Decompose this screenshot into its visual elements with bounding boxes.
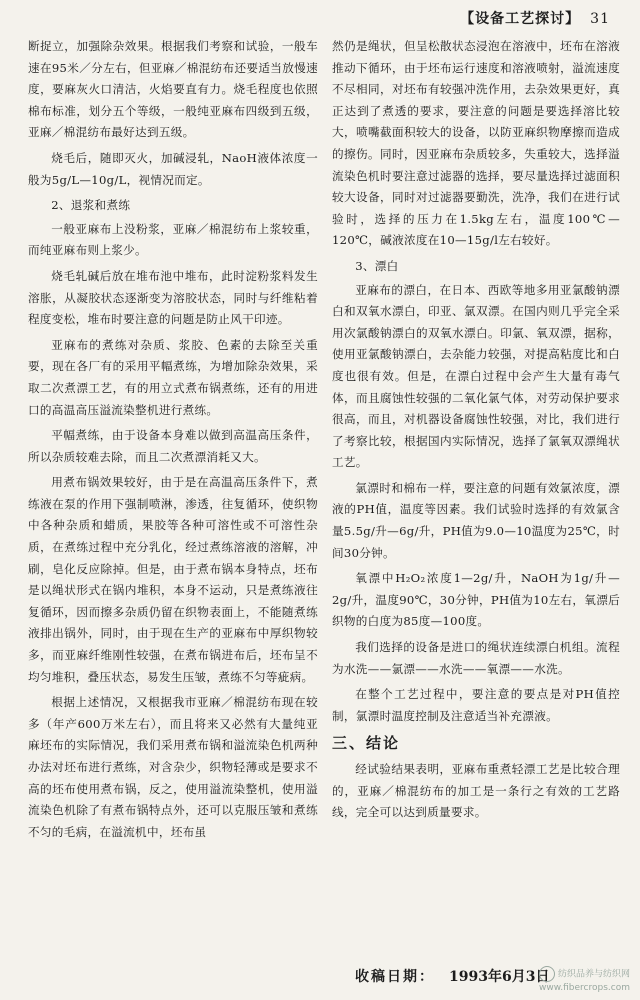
received-date-label: 收稿日期： xyxy=(355,969,435,985)
paragraph: 用煮布锅效果较好，由于是在高温高压条件下，煮练液在泵的作用下强制喷淋，渗透，往复循环，使织物中各种杂质和蜡质，果胶等各种可溶性或不可溶性杂质，在煮练过程中充分乳化，经过煮练溶液的溶解，冲刷，皂化反应除掉。但是，由于煮布锅本身特点，坯布是以绳状形式在锅内堆积，本身不运动，只是煮练液往复循环，因而擦多杂质仍留在织物表面上，不能随煮练液排出锅外，同时，由于现在生产的亚麻布中厚织物较多，而亚麻纤维刚性较强，在煮布锅进布后，坯布呈不均匀堆积，叠压状态，易发生压皱，煮练不匀等疵病。 xyxy=(28,475,318,684)
paragraph: 烧毛后，随即灭火，加碱浸轧，NaoH液体浓度一般为5g/L—10g/L，视情况而定。 xyxy=(28,150,318,187)
paragraph: 在整个工艺过程中，要注意的要点是对PH值控制，氯漂时温度控制及注意适当补充漂液。 xyxy=(332,687,620,723)
paragraph: 氯漂时和棉布一样，要注意的问题有效氯浓度，漂液的PH值，温度等因素。我们试验时选择的有效氯含量5.5g/升—6g/升，PH值为9.0—10温度为25℃，时间30分钟。 xyxy=(332,480,620,560)
paragraph: 经试验结果表明，亚麻布重煮轻漂工艺是比较合理的，亚麻／棉混纺布的加工是一条行之有效的工艺路线，完全可以达到质量要求。 xyxy=(332,762,620,820)
section-heading: 2、退浆和煮练 xyxy=(51,198,131,213)
journal-section-title: 【设备工艺探讨】 xyxy=(460,11,581,27)
paragraph: 亚麻布的漂白，在日本、西欧等地多用亚氯酸钠漂白和双氧水漂白，印亚、氯双漂。在国内则几乎完全采用次氯酸钠漂白的双氧水漂白。印氯、氧双漂，据称，使用亚氯酸钠漂白，去杂能力较强，对提高粘度比和白度也很有效。但是，在漂白过程中会产生大量有毒气体，而且腐蚀性较强的二氧化氯气体，对劳动保护要求很高，而且，对机器设备腐蚀性较强，对比，我们进行了考察比较，根据国内实际情况，选择了氯氧双漂绳状工艺。 xyxy=(332,282,620,470)
paragraph: 氧漂中H₂O₂浓度1—2g/升，NaOH为1g/升—2g/升，温度90℃，30分钟，PH值为10左右，氧漂后织物的白度为85度—100度。 xyxy=(332,571,620,629)
paragraph: 一般亚麻布上没粉浆，亚麻／棉混纺布上浆较重，而纯亚麻布则上浆少。 xyxy=(28,221,318,258)
right-column xyxy=(332,36,620,824)
watermark-line1: 纺织品养与纺织网 xyxy=(557,969,630,980)
watermark-line2: www.fibercrops.com xyxy=(539,983,630,993)
paragraph: 平幅煮练，由于设备本身难以做到高温高压条件，所以杂质较难去除，而且二次煮漂消耗又大。 xyxy=(28,428,318,464)
paragraph: 断捉立，加强除杂效果。根据我们考察和试验，一般车速在95米／分左右，但亚麻／棉混纺布还要适当放慢速度，要麻灰火口清洁，火焰要直有力。烧毛程度也依照棉布标准，划分五个等级，一般纯亚麻布四级到五级，亚麻／棉混纺布最好达到五级。 xyxy=(28,39,318,140)
conclusion-heading: 三、结论 xyxy=(332,734,401,753)
paragraph: 烧毛轧碱后放在堆布池中堆布，此时淀粉浆料发生溶胀，从凝胶状态逐渐变为溶胶状态，同时与纤维粘着程度变松，堆布时要注意的问题是防止风干印迹。 xyxy=(28,268,318,327)
paragraph: 然仍是绳状，但呈松散状态浸泡在溶液中，坯布在溶液推动下循环，由于坯布运行速度和溶液喷射，溢流速度不尽相同，对坯布有较强冲洗作用，去杂效果更好，真正达到了煮透的要求，要注意的问题是要选择溶比较大，喷嘴截面积较大的设备，以防亚麻织物摩擦而造成的擦伤。同时，因亚麻布杂质较多，失重较大，选择溢流染色机时要注意过滤器的选择，要尽量选择过滤面积较大设备，同时对过滤器要勤洗，洗净，我们在进行试验时，选择的压力在1.5kg左右，温度100℃—120℃，碱液浓度在10—15g/l左右较好。 xyxy=(332,39,620,248)
received-date-value: 1993年6月3日 xyxy=(449,969,550,985)
page-number: 31 xyxy=(590,11,610,27)
watermark-logo-icon xyxy=(539,966,555,982)
paragraph: 亚麻布的煮练对杂质、浆胶、色素的去除至关重要，现在各厂有的采用平幅煮练，为增加除杂效果，采取二次煮漂工艺，有的用立式煮布锅煮练，还有的用进口的高温高压溢流染整机进行煮练。 xyxy=(28,337,318,417)
left-column xyxy=(28,36,318,843)
paragraph: 根据上述情况，又根据我市亚麻／棉混纺布现在较多（年产600万米左右），而且将来又必然有大量纯亚麻坯布的实际情况，我们采用煮布锅和溢流染色机两种办法对坯布进行煮练，对含杂少，织物轻薄或是要求不高的坯布使用煮布锅，反之，使用溢流染整机，使用溢流染色机除了有煮布锅特点外，还可以克服压皱和煮练不匀的毛病，在溢流机中，坯布虽 xyxy=(28,695,318,839)
paragraph: 我们选择的设备是进口的绳状连续漂白机组。流程为水洗——氯漂——水洗——氧漂——水洗。 xyxy=(332,640,620,676)
running-header xyxy=(460,8,610,28)
site-watermark xyxy=(500,966,630,994)
section-heading: 3、漂白 xyxy=(355,258,399,273)
